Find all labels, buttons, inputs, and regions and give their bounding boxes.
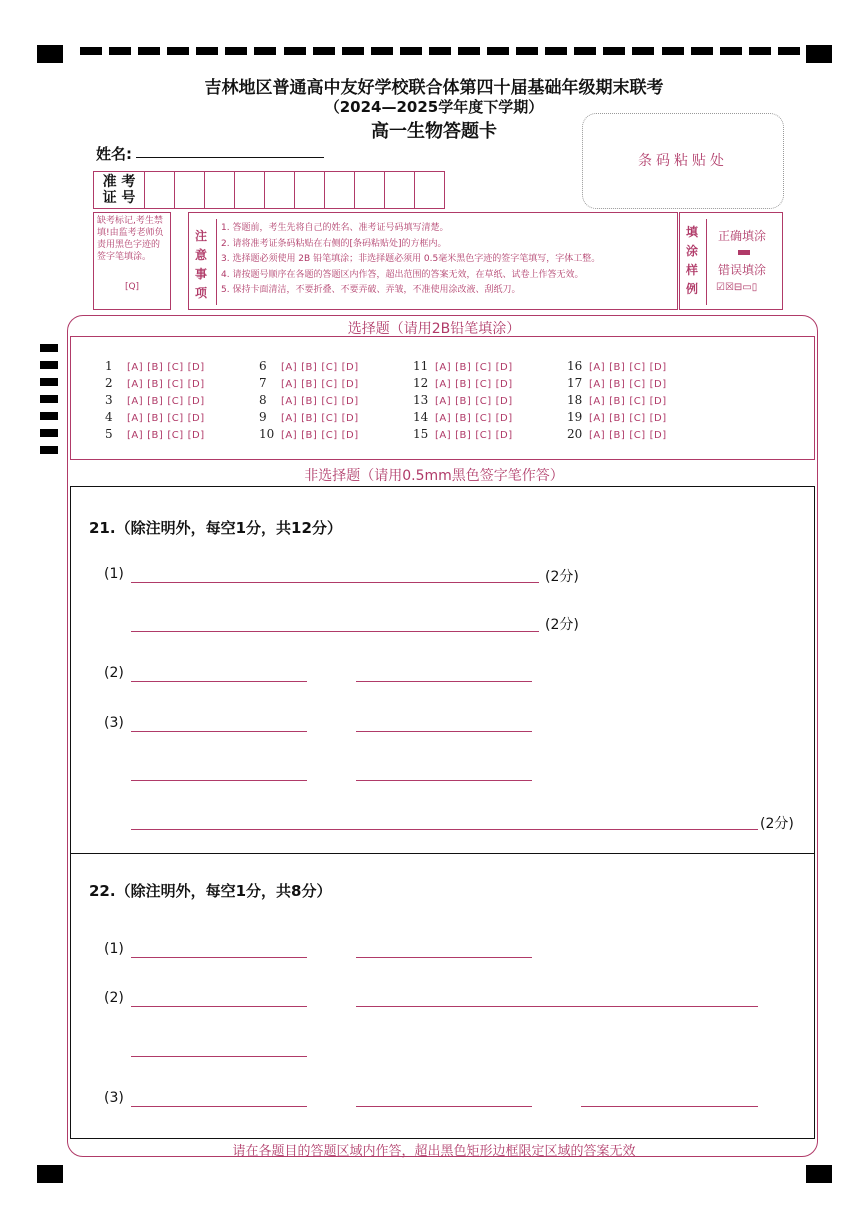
mc-option-bubble[interactable]: [D] — [495, 379, 513, 390]
mc-option-bubble[interactable]: [A] — [589, 430, 606, 441]
mc-option-bubble[interactable]: [A] — [435, 362, 452, 373]
mc-option-bubble[interactable]: [C] — [167, 362, 184, 373]
mc-question-number: 9 — [259, 410, 267, 424]
subject-title: 高一生物答题卡 — [371, 121, 497, 142]
question-divider — [70, 853, 815, 854]
mc-option-bubble[interactable]: [B] — [455, 396, 472, 407]
q22-part2-blank-long[interactable] — [356, 1006, 758, 1007]
mc-option-bubble[interactable]: [B] — [147, 430, 164, 441]
mc-option-bubble[interactable]: [D] — [187, 379, 205, 390]
mc-option-bubble[interactable]: [C] — [321, 379, 338, 390]
correct-fill-mark — [738, 250, 750, 255]
multiple-choice-title: 选择题（请用2B铅笔填涂） — [347, 321, 521, 337]
mc-option-bubble[interactable]: [B] — [147, 396, 164, 407]
mc-question-number: 18 — [567, 393, 583, 407]
mc-question-14 — [413, 410, 517, 424]
q22-heading: 22.（除注明外，每空1分，共8分） — [89, 882, 332, 900]
mc-question-1 — [105, 359, 209, 373]
mc-option-bubble[interactable]: [A] — [127, 362, 144, 373]
mc-question-20 — [567, 427, 671, 441]
corner-mark-top-right — [806, 45, 832, 63]
mc-option-bubble[interactable]: [D] — [649, 396, 667, 407]
mc-option-bubble[interactable]: [B] — [301, 362, 318, 373]
mc-question-number: 19 — [567, 410, 583, 424]
name-field[interactable] — [136, 157, 324, 158]
mc-option-bubble[interactable]: [B] — [455, 413, 472, 424]
exam-id-cell[interactable] — [385, 172, 415, 208]
mc-option-bubble[interactable]: [C] — [167, 396, 184, 407]
mc-option-bubble[interactable]: [B] — [301, 396, 318, 407]
corner-mark-bottom-left — [37, 1165, 63, 1183]
exam-id-cell[interactable] — [175, 172, 205, 208]
notes-heading: 注 意 事 项 — [195, 229, 208, 300]
notes-list — [221, 221, 600, 299]
footer-note: 请在各题目的答题区域内作答，超出黑色矩形边框限定区域的答案无效 — [232, 1144, 636, 1159]
exam-id-cell[interactable] — [325, 172, 355, 208]
mc-option-bubble[interactable]: [A] — [435, 396, 452, 407]
mc-option-bubble[interactable]: [B] — [147, 379, 164, 390]
mc-question-number: 11 — [413, 359, 429, 373]
mc-option-bubble[interactable]: [C] — [167, 413, 184, 424]
mc-question-number: 10 — [259, 427, 275, 441]
mc-question-number: 8 — [259, 393, 267, 407]
mc-option-bubble[interactable]: [D] — [495, 430, 513, 441]
non-choice-title: 非选择题（请用0.5mm黑色签字笔作答） — [304, 468, 564, 484]
mc-option-bubble[interactable]: [A] — [435, 379, 452, 390]
mc-option-bubble[interactable]: [D] — [495, 396, 513, 407]
mc-option-bubble[interactable]: [B] — [609, 362, 626, 373]
mc-option-bubble[interactable]: [B] — [455, 379, 472, 390]
exam-id-grid — [93, 171, 445, 209]
mc-option-bubble[interactable]: [A] — [589, 362, 606, 373]
mc-option-bubble[interactable]: [A] — [127, 413, 144, 424]
mc-question-number: 20 — [567, 427, 583, 441]
mc-question-number: 3 — [105, 393, 113, 407]
note-item: 4. 请按题号顺序在各题的答题区内作答，超出范围的答案无效，在草纸、试卷上作答无效。 — [221, 269, 584, 280]
non-choice-answer-area — [70, 486, 815, 1139]
q21-part1-points-2: (2分) — [545, 617, 579, 633]
mc-option-bubble[interactable]: [D] — [187, 362, 205, 373]
mc-question-17 — [567, 376, 671, 390]
mc-option-bubble[interactable]: [C] — [629, 413, 646, 424]
mc-option-bubble[interactable]: [C] — [475, 362, 492, 373]
mc-option-bubble[interactable]: [B] — [455, 430, 472, 441]
q22-part2-blank[interactable] — [131, 1056, 307, 1057]
mc-question-number: 5 — [105, 427, 113, 441]
mc-option-bubble[interactable]: [A] — [281, 362, 298, 373]
mc-option-bubble[interactable]: [B] — [609, 379, 626, 390]
mc-option-bubble[interactable]: [B] — [301, 413, 318, 424]
mc-option-bubble[interactable]: [D] — [649, 413, 667, 424]
mc-question-15 — [413, 427, 517, 441]
absent-mark[interactable]: [Q] — [124, 282, 140, 292]
mc-option-bubble[interactable]: [D] — [187, 396, 205, 407]
correct-fill-label: 正确填涂 — [718, 229, 767, 243]
note-item: 2. 请将准考证条码粘贴在右侧的[条码粘贴处]的方框内。 — [221, 238, 447, 249]
mc-option-bubble[interactable]: [D] — [649, 379, 667, 390]
mc-question-number: 16 — [567, 359, 583, 373]
mc-question-13 — [413, 393, 517, 407]
mc-option-bubble[interactable]: [D] — [341, 396, 359, 407]
fill-example-heading: 填 涂 样 例 — [686, 225, 699, 296]
notes-box — [188, 212, 678, 310]
mc-option-bubble[interactable]: [C] — [629, 379, 646, 390]
mc-option-bubble[interactable]: [A] — [589, 413, 606, 424]
mc-option-bubble[interactable]: [A] — [127, 430, 144, 441]
q21-part3-label: (3) — [104, 715, 124, 731]
mc-option-bubble[interactable]: [C] — [475, 379, 492, 390]
note-item: 3. 选择题必须使用 2B 铅笔填涂；非选择题必须用 0.5毫米黑色字迹的签字笔填写，字体工整。 — [221, 254, 601, 264]
mc-question-9 — [259, 410, 363, 424]
mc-option-bubble[interactable]: [D] — [341, 430, 359, 441]
q21-part3-blank-long[interactable] — [131, 829, 758, 830]
mc-option-bubble[interactable]: [C] — [321, 430, 338, 441]
mc-option-bubble[interactable]: [D] — [187, 430, 205, 441]
mc-option-bubble[interactable]: [D] — [187, 413, 205, 424]
mc-option-bubble[interactable]: [C] — [475, 396, 492, 407]
q22-part3-blank[interactable] — [581, 1106, 758, 1107]
q21-heading: 21.（除注明外，每空1分，共12分） — [89, 519, 342, 537]
fill-example-box — [679, 212, 783, 310]
mc-option-bubble[interactable]: [A] — [281, 413, 298, 424]
mc-option-bubble[interactable]: [A] — [589, 396, 606, 407]
mc-option-bubble[interactable]: [A] — [435, 413, 452, 424]
mc-option-bubble[interactable]: [A] — [127, 396, 144, 407]
mc-option-bubble[interactable]: [C] — [321, 413, 338, 424]
mc-option-bubble[interactable]: [D] — [495, 362, 513, 373]
mc-option-bubble[interactable]: [A] — [435, 430, 452, 441]
exam-id-cell[interactable] — [145, 172, 175, 208]
exam-id-cell[interactable] — [355, 172, 385, 208]
exam-id-label: 准 考 证 号 — [94, 172, 145, 208]
mc-question-number: 1 — [105, 359, 113, 373]
q21-part1-label: (1) — [104, 566, 124, 582]
q21-part2-blank[interactable] — [131, 681, 307, 682]
mc-option-bubble[interactable]: [D] — [341, 362, 359, 373]
q22-part3-blank[interactable] — [131, 1106, 307, 1107]
mc-question-8 — [259, 393, 363, 407]
q21-part3-blank[interactable] — [356, 780, 532, 781]
multiple-choice-area — [70, 336, 815, 460]
mc-option-bubble[interactable]: [A] — [589, 379, 606, 390]
q22-part1-blank[interactable] — [131, 957, 307, 958]
q22-part2-label: (2) — [104, 990, 124, 1006]
absent-note: 缺考标记,考生禁填!由监考老师负责用黑色字迹的签字笔填涂。 — [97, 216, 164, 262]
exam-id-cell[interactable] — [265, 172, 295, 208]
corner-mark-bottom-right — [806, 1165, 832, 1183]
exam-id-cell[interactable] — [295, 172, 325, 208]
mc-option-bubble[interactable]: [B] — [609, 396, 626, 407]
mc-option-bubble[interactable]: [D] — [649, 430, 667, 441]
exam-title: 吉林地区普通高中友好学校联合体第四十届基础年级期末联考 — [204, 78, 664, 98]
mc-option-bubble[interactable]: [B] — [147, 413, 164, 424]
mc-option-bubble[interactable]: [C] — [167, 379, 184, 390]
mc-question-number: 2 — [105, 376, 113, 390]
mc-question-number: 6 — [259, 359, 267, 373]
note-item: 5. 保持卡面清洁，不要折叠、不要弄破、弄皱，不准使用涂改液、刮纸刀。 — [221, 285, 521, 295]
q21-part3-points: (2分) — [760, 816, 794, 832]
exam-id-cell[interactable] — [235, 172, 265, 208]
mc-question-number: 7 — [259, 376, 267, 390]
mc-option-bubble[interactable]: [C] — [321, 362, 338, 373]
q22-part3-label: (3) — [104, 1090, 124, 1106]
barcode-area — [582, 113, 784, 209]
mc-question-2 — [105, 376, 209, 390]
mc-question-3 — [105, 393, 209, 407]
wrong-fill-label: 错误填涂 — [718, 263, 767, 277]
mc-option-bubble[interactable]: [C] — [475, 413, 492, 424]
note-item: 1. 答题前，考生先将自己的姓名、准考证号码填写清楚。 — [221, 223, 449, 233]
q21-part3-blank[interactable] — [356, 731, 532, 732]
q21-part1-blank-2[interactable] — [131, 631, 539, 632]
mc-option-bubble[interactable]: [C] — [629, 362, 646, 373]
mc-question-number: 13 — [413, 393, 429, 407]
mc-question-16 — [567, 359, 671, 373]
mc-question-10 — [259, 427, 363, 441]
mc-question-11 — [413, 359, 517, 373]
mc-question-19 — [567, 410, 671, 424]
q21-part1-points: (2分) — [545, 569, 579, 585]
barcode-label: 条码粘贴处 — [638, 153, 728, 169]
mc-option-bubble[interactable]: [C] — [629, 430, 646, 441]
exam-id-cell[interactable] — [205, 172, 235, 208]
exam-term: （2024—2025学年度下学期） — [324, 98, 544, 116]
mc-option-bubble[interactable]: [B] — [301, 430, 318, 441]
mc-question-number: 4 — [105, 410, 113, 424]
mc-question-number: 12 — [413, 376, 429, 390]
mc-option-bubble[interactable]: [C] — [321, 396, 338, 407]
mc-option-bubble[interactable]: [A] — [281, 396, 298, 407]
mc-question-7 — [259, 376, 363, 390]
mc-option-bubble[interactable]: [D] — [341, 413, 359, 424]
mc-question-6 — [259, 359, 363, 373]
q21-part3-blank[interactable] — [131, 731, 307, 732]
mc-option-bubble[interactable]: [B] — [147, 362, 164, 373]
mc-option-bubble[interactable]: [A] — [281, 430, 298, 441]
mc-option-bubble[interactable]: [B] — [609, 413, 626, 424]
corner-mark-top-left — [37, 45, 63, 63]
mc-option-bubble[interactable]: [A] — [281, 379, 298, 390]
mc-question-12 — [413, 376, 517, 390]
mc-question-18 — [567, 393, 671, 407]
mc-option-bubble[interactable]: [B] — [301, 379, 318, 390]
q22-part1-blank[interactable] — [356, 957, 532, 958]
mc-option-bubble[interactable]: [D] — [341, 379, 359, 390]
mc-option-bubble[interactable]: [A] — [127, 379, 144, 390]
mc-question-number: 17 — [567, 376, 583, 390]
q22-part2-blank[interactable] — [131, 1006, 307, 1007]
mc-option-bubble[interactable]: [D] — [649, 362, 667, 373]
mc-option-bubble[interactable]: [C] — [475, 430, 492, 441]
q22-part1-label: (1) — [104, 941, 124, 957]
mc-option-bubble[interactable]: [B] — [609, 430, 626, 441]
absent-mark-box — [93, 212, 171, 310]
timing-marks-top — [80, 47, 800, 55]
q21-part2-blank[interactable] — [356, 681, 532, 682]
wrong-fill-marks: ☑☒⊟▭▯ — [716, 282, 758, 293]
mc-question-5 — [105, 427, 209, 441]
mc-option-bubble[interactable]: [D] — [495, 413, 513, 424]
exam-id-cell[interactable] — [415, 172, 444, 208]
q22-part3-blank[interactable] — [356, 1106, 532, 1107]
mc-question-number: 14 — [413, 410, 429, 424]
q21-part3-blank[interactable] — [131, 780, 307, 781]
mc-option-bubble[interactable]: [C] — [629, 396, 646, 407]
q21-part2-label: (2) — [104, 665, 124, 681]
mc-question-number: 15 — [413, 427, 429, 441]
mc-option-bubble[interactable]: [C] — [167, 430, 184, 441]
q21-part1-blank[interactable] — [131, 582, 539, 583]
name-label: 姓名: — [96, 145, 132, 163]
mc-question-4 — [105, 410, 209, 424]
mc-option-bubble[interactable]: [B] — [455, 362, 472, 373]
